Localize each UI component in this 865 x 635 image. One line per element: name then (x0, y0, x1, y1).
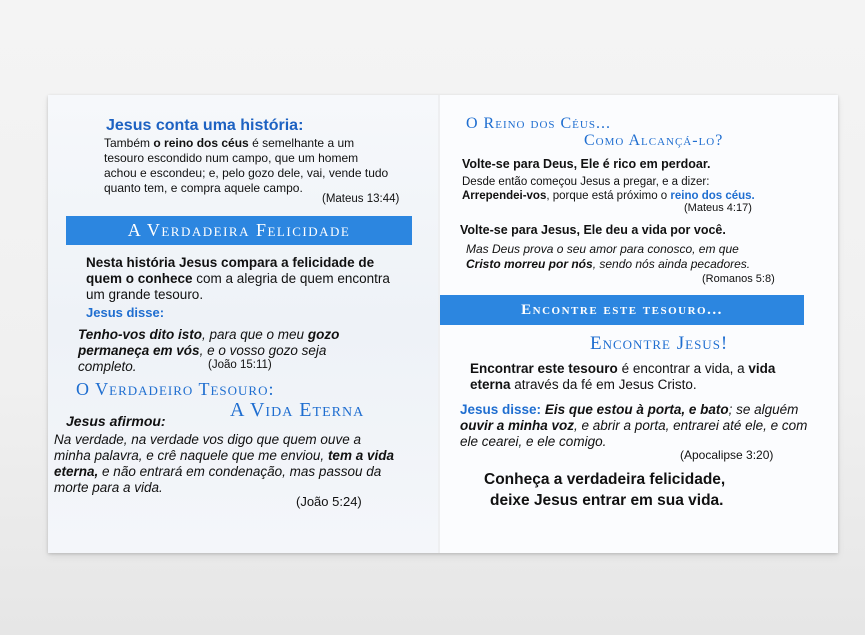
closing-line-2: deixe Jesus entrar em sua vida. (490, 492, 724, 509)
quote2-a: Na verdade, na verdade vos digo que quem ouve a minha palavra, e crê naquele que me enviou, (54, 432, 361, 463)
title-vida-eterna: A Vida Eterna (230, 399, 365, 421)
compare-rest: com a alegria de quem encontra um grande tesouro. (86, 271, 390, 302)
p1-a: Desde então começou Jesus a pregar, e a dizer: (462, 176, 710, 188)
quote2-b: e não entrará em condenação, mas passou da morte para a vida. (54, 464, 382, 495)
section-band-tesouro: Encontre este tesouro... (440, 295, 804, 325)
title-reino-dos-ceus: O Reino dos Céus... (466, 115, 611, 132)
p1-b: , porque está próximo o (546, 190, 668, 202)
quote1-reference: (João 15:11) (208, 359, 272, 371)
p1-blue: reino dos céus. (670, 190, 755, 202)
left-panel (48, 95, 438, 553)
paragraph-mateus-4 (462, 175, 774, 203)
p3-a: é encontrar a vida, a (621, 361, 745, 376)
title-verdadeiro-tesouro: O Verdadeiro Tesouro: (76, 379, 275, 399)
closing-line-1: Conheça a verdadeira felicidade, (484, 471, 726, 488)
story-heading: Jesus conta uma história: (106, 117, 304, 134)
title-como-alcanca: Como Alcançá-lo? (584, 132, 724, 149)
story-pre: Também (104, 136, 151, 150)
quote2-reference: (João 5:24) (296, 494, 362, 509)
p2-a: Mas Deus prova o seu amor para conosco, em que (466, 242, 739, 256)
jesus-affirmed-label: Jesus afirmou: (66, 413, 166, 429)
compare-bold: Nesta história Jesus compara a felicidade de quem o conhece (86, 255, 375, 286)
quote-apocalipse (460, 402, 810, 450)
p1-reference: (Mateus 4:17) (684, 202, 752, 214)
p3-bold2: vida eterna (470, 361, 776, 392)
p2-reference: (Romanos 5:8) (702, 273, 775, 285)
right-panel (440, 95, 838, 553)
quote-bold2: ouvir a minha voz (460, 418, 575, 433)
jesus-said-label: Jesus disse: (86, 305, 165, 320)
story-paragraph (104, 136, 394, 196)
p3-bold1: Encontrar este tesouro (470, 361, 618, 376)
quote2-bold: tem a vida eterna, (54, 448, 394, 479)
p1-bold: Arrependei-vos (462, 190, 547, 202)
paragraph-romanos-5 (466, 242, 766, 272)
p3-b: através da fé em Jesus Cristo. (514, 377, 697, 392)
quote1-bold-a: Tenho-vos dito isto (78, 327, 202, 342)
paragraph-encontrar (470, 361, 800, 393)
p2-bold: Cristo morreu por nós (466, 257, 593, 271)
quote-bold1: Eis que estou à porta, e bato (544, 402, 729, 417)
quote-b: , e abrir a porta, entrarei até ele, e com ele cearei, e ele comigo. (460, 418, 808, 449)
p2-b: , sendo nós ainda pecadores. (592, 257, 751, 271)
heading-volte-deus: Volte-se para Deus, Ele é rico em perdoar. (462, 157, 711, 171)
jesus-said-label-right: Jesus disse: (460, 402, 542, 417)
tract-page (48, 95, 838, 553)
quote1-mid: , para que o meu (202, 327, 305, 342)
story-reference: (Mateus 13:44) (322, 193, 400, 205)
heading-volte-jesus: Volte-se para Jesus, Ele deu a vida por você. (460, 223, 726, 237)
quote1-bold-b: gozo permaneça em vós (78, 327, 340, 358)
quote-john-5 (54, 432, 399, 496)
story-bold: o reino dos céus (153, 136, 249, 150)
title-encontre-jesus: Encontre Jesus! (590, 333, 729, 354)
quote-reference: (Apocalipse 3:20) (680, 448, 774, 462)
compare-paragraph (86, 255, 406, 303)
quote-a: ; se alguém (728, 402, 799, 417)
quote1-rest: , e o vosso gozo seja completo. (78, 343, 327, 374)
story-rest: é semelhante a um tesouro escondido num campo, que um homem achou e escondeu; e, pelo gozo dele, vai, vende tudo quanto tem, e compra aquele campo. (104, 136, 389, 195)
section-band-felicidade: A Verdadeira Felicidade (66, 216, 412, 245)
